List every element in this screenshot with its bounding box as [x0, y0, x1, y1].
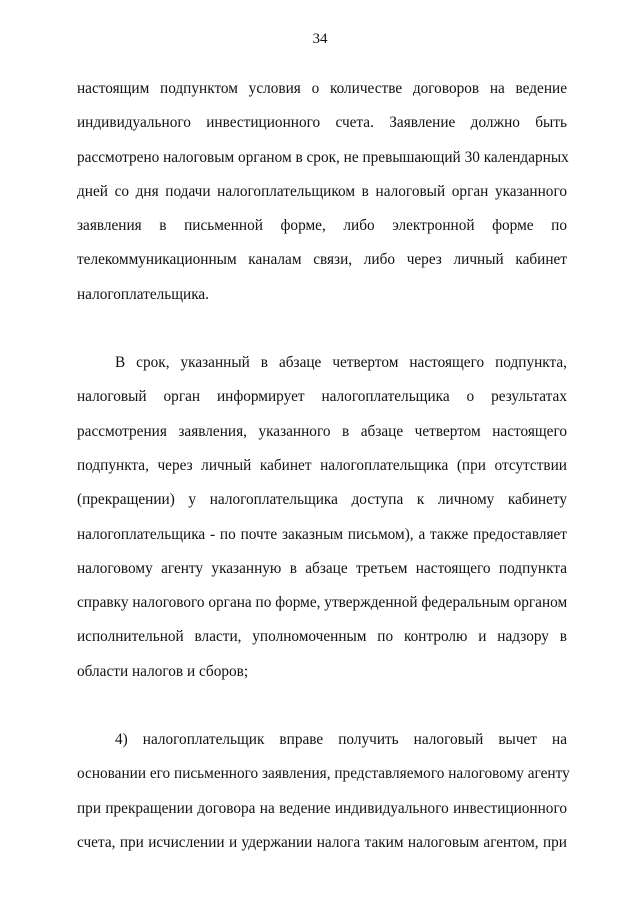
page-number: 34 — [312, 31, 328, 47]
text-line: справку налогового органа по форме, утвержденной федеральным органом — [77, 594, 568, 612]
text-line: заявления в письменной форме, либо электронной форме по — [77, 217, 567, 235]
paragraph — [77, 72, 567, 312]
text-line: налогоплательщика. — [77, 285, 210, 303]
text-line: налоговый орган информирует налогоплательщика о результатах — [77, 388, 567, 406]
text-line: исполнительной власти, уполномоченным по контролю и надзору в — [77, 628, 567, 646]
text-line: 4) налогоплательщик вправе получить налоговый вычет на — [115, 731, 567, 749]
text-line: телекоммуникационным каналам связи, либо через личный кабинет — [77, 251, 567, 269]
body-text — [77, 72, 570, 860]
text-line: настоящим подпунктом условия о количестве договоров на ведение — [77, 80, 567, 97]
text-line: налоговому агенту указанную в абзаце третьем настоящего подпункта — [77, 559, 567, 577]
text-line: рассмотрено налоговым органом в срок, не превышающий 30 календарных — [77, 148, 569, 166]
paragraph — [77, 723, 570, 860]
text-line: основании его письменного заявления, представляемого налоговому агенту — [77, 765, 570, 783]
paragraph-spacer — [77, 312, 567, 346]
text-line: подпункта, через личный кабинет налогоплательщика (при отсутствии — [77, 456, 567, 474]
paragraph-spacer — [77, 689, 567, 723]
text-line: рассмотрения заявления, указанного в абзаце четвертом настоящего — [77, 422, 567, 440]
paragraph — [77, 346, 567, 689]
text-line: области налогов и сборов; — [77, 662, 249, 680]
text-line: счета, при исчислении и удержании налога таким налоговым агентом, при — [77, 833, 567, 851]
text-line: индивидуального инвестиционного счета. Заявление должно быть — [77, 114, 567, 132]
text-line: В срок, указанный в абзаце четвертом настоящего подпункта, — [115, 354, 567, 372]
text-line: при прекращении договора на ведение индивидуального инвестиционного — [77, 799, 567, 817]
text-line: налогоплательщика - по почте заказным письмом), а также предоставляет — [77, 525, 567, 543]
text-line: (прекращении) у налогоплательщика доступа к личному кабинету — [77, 491, 567, 509]
text-line: дней со дня подачи налогоплательщиком в налоговый орган указанного — [77, 182, 567, 200]
